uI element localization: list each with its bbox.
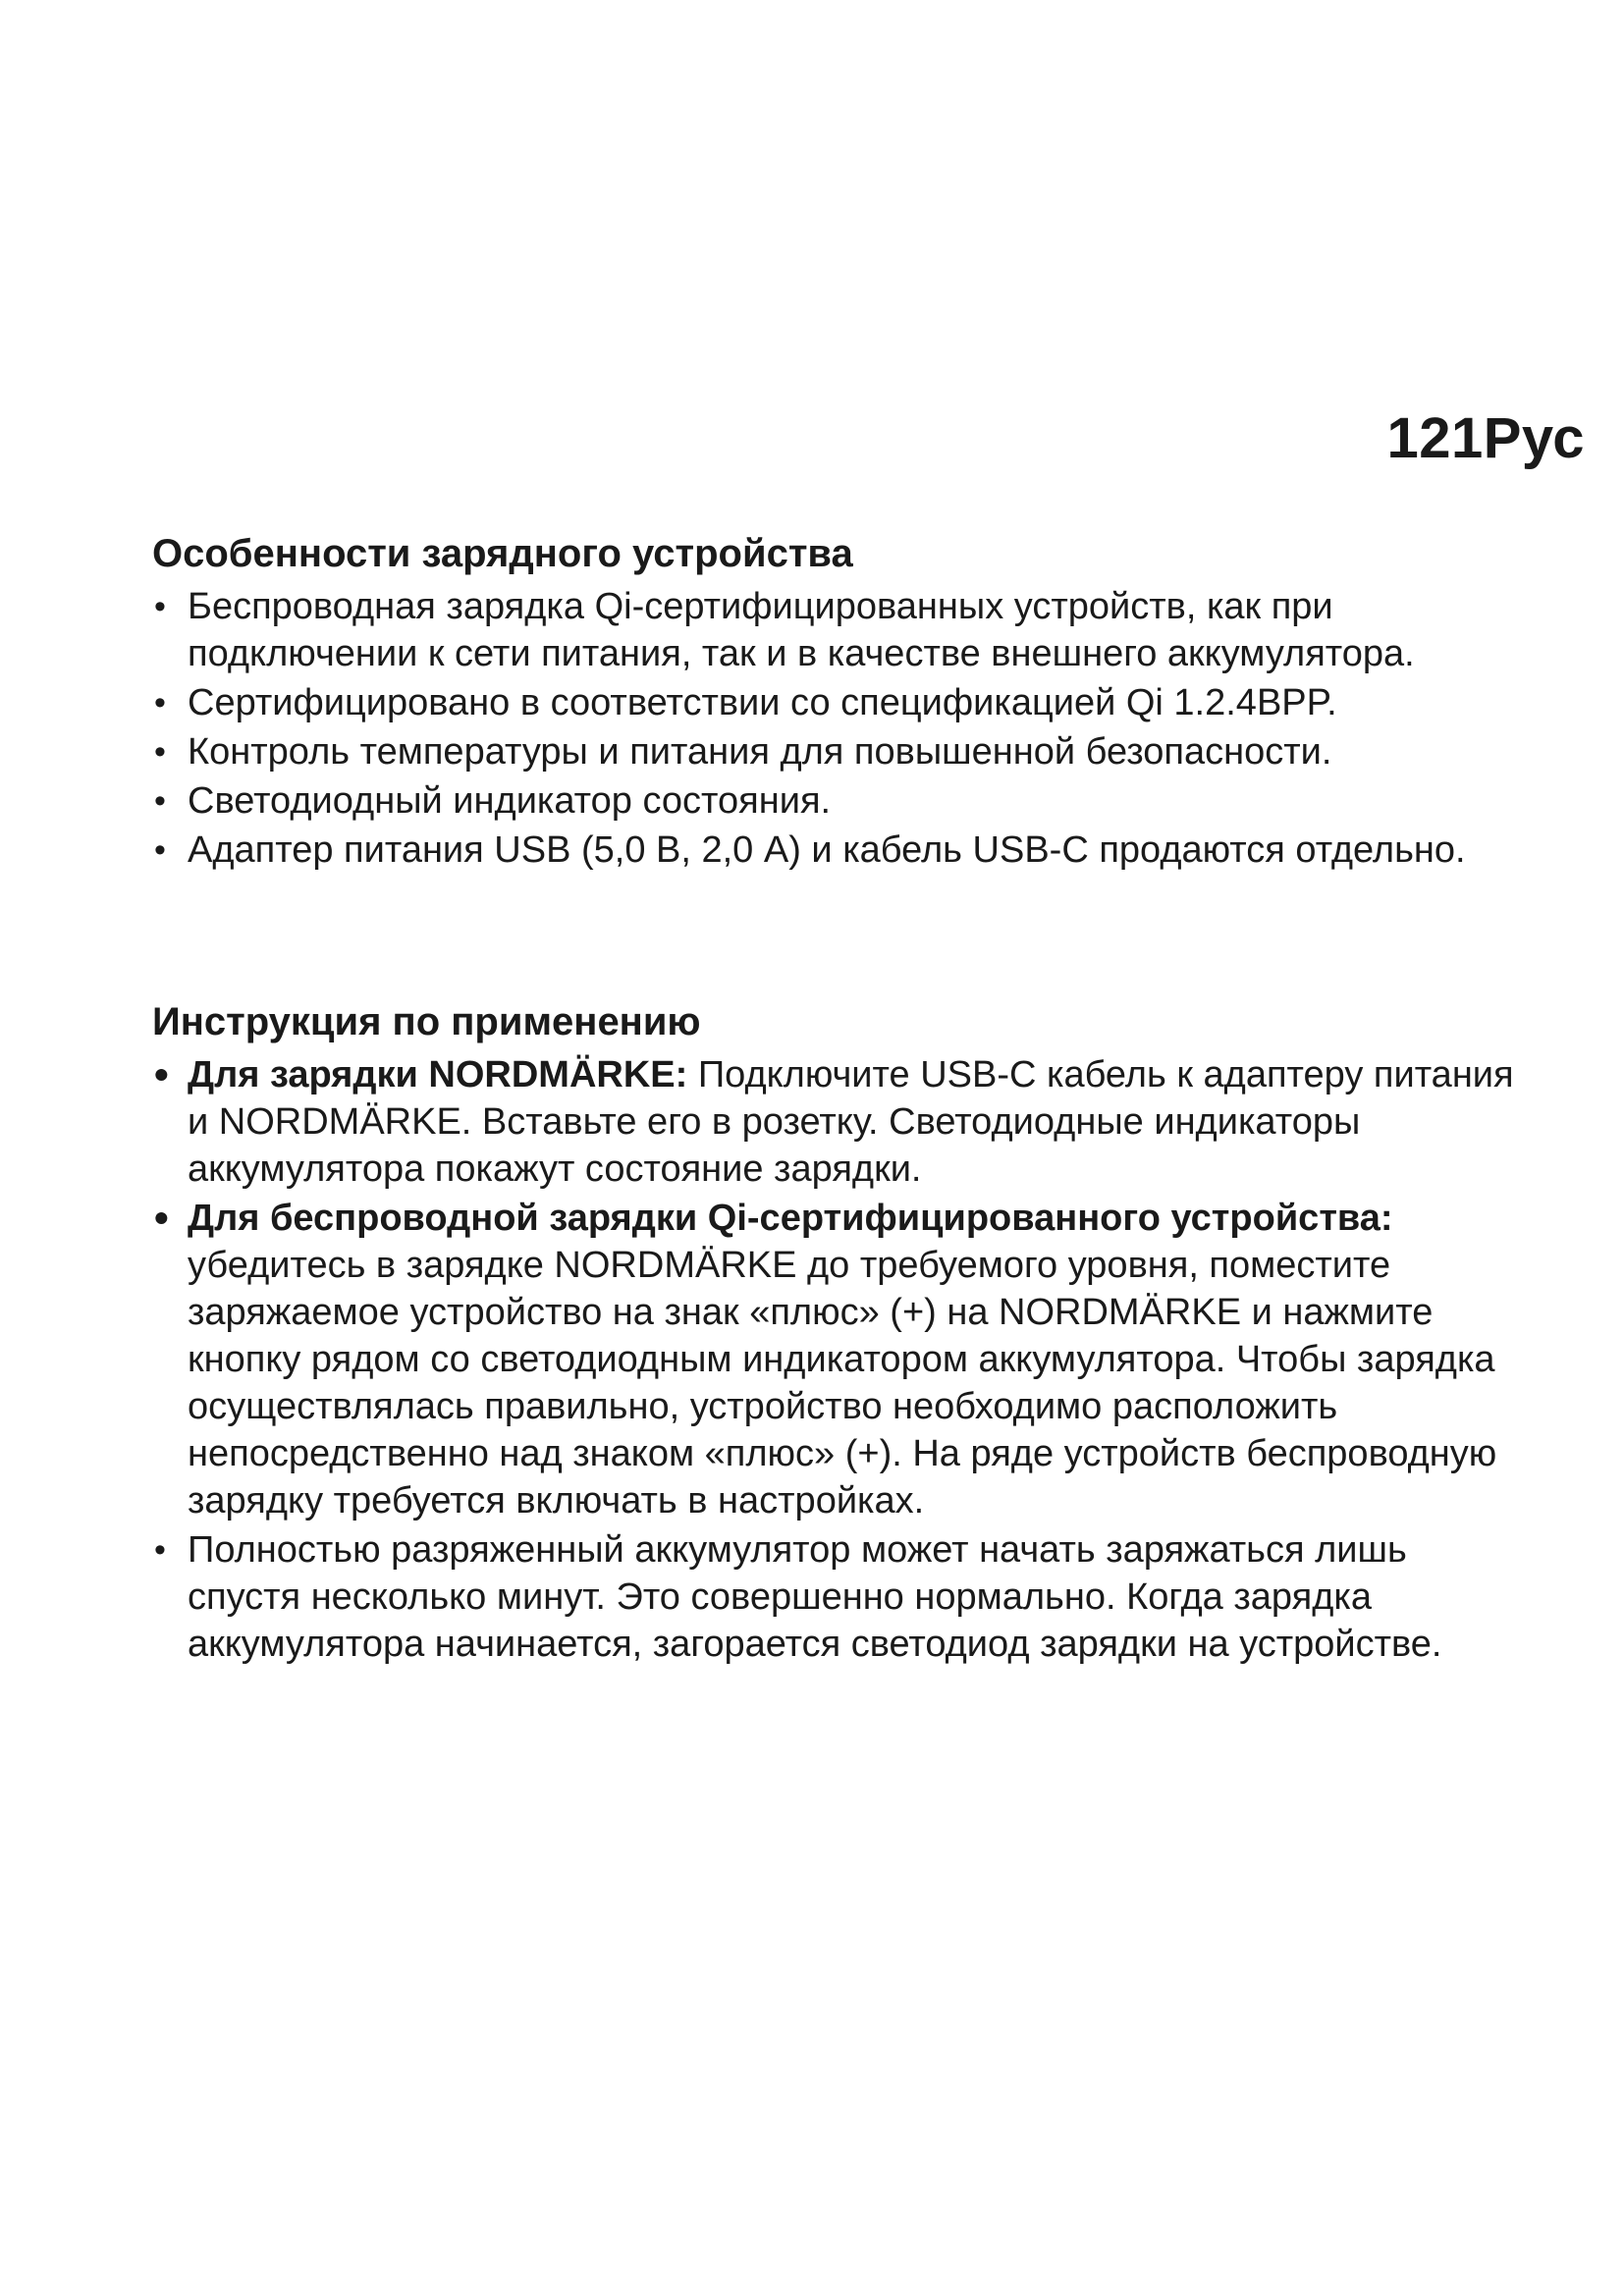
features-section [152,528,1527,876]
features-title: Особенности зарядного устройства [152,532,853,575]
instructions-list [152,1051,1527,1668]
item-text: Подключите USB-C кабель к адаптеру питания и NORDMÄRKE. Вставьте его в розетку. Светодиодные индикаторы аккумулятора покажут состояние зарядки. [188,1054,1514,1190]
item-lead: Для зарядки NORDMÄRKE: [188,1054,688,1095]
list-item [152,1526,1527,1668]
item-text: убедитесь в зарядке NORDMÄRKE до требуемого уровня, поместите заряжаемое устройство на знак «плюс» (+) на NORDMÄRKE и нажмите кнопку рядом со светодиодным индикатором аккумулятора. Чтобы зарядка осуществлялась правильно, устройство необходимо расположить непосредственно над знаком «плюс» (+). На ряде устройств беспроводную зарядку требуется включать в настройках. [188,1245,1497,1522]
list-item [152,1195,1527,1524]
instructions-section [152,996,1527,1670]
list-item: • Беспроводная зарядка Qi-сертифицированных устройств, как при подключении к сети питания, так и в качестве внешнего аккумулятора. [152,583,1527,677]
list-item: • Адаптер питания USB (5,0 В, 2,0 А) и кабель USB-C продаются отдельно. [152,827,1527,874]
item-text: Полностью разряженный аккумулятор может начать заряжаться лишь спустя несколько минут. Это совершенно нормально. Когда зарядка аккумулятора начинается, загорается светодиод зарядки на устройстве. [188,1529,1442,1665]
features-list [152,583,1527,874]
item-lead: Для беспроводной зарядки Qi-сертифицированного устройства: [188,1198,1393,1239]
list-item: • Светодиодный индикатор состояния. [152,777,1527,825]
list-item [152,1051,1527,1193]
list-item: • Контроль температуры и питания для повышенной безопасности. [152,728,1527,775]
page-number: 121Рус [1386,406,1585,470]
list-item: • Сертифицировано в соответствии со спецификацией Qi 1.2.4BPP. [152,679,1527,726]
instructions-title: Инструкция по применению [152,1000,701,1043]
